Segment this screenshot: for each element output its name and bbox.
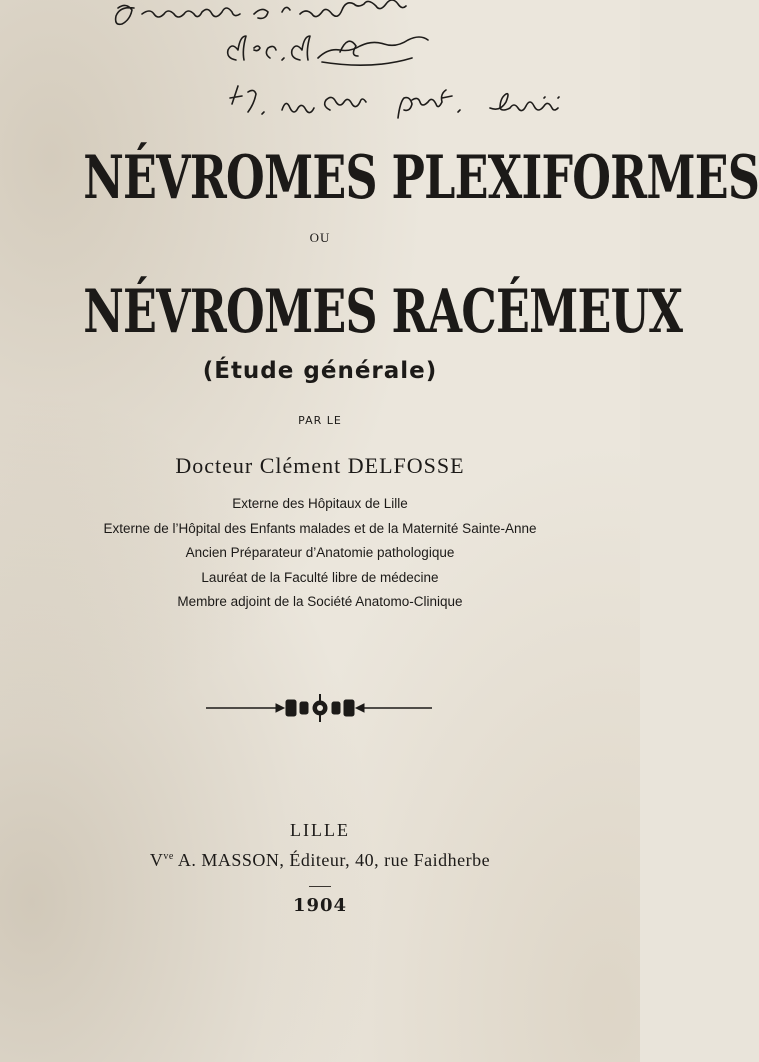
publication-year: 1904 <box>292 895 348 916</box>
title-line-1: NÉVROMES PLEXIFORMES <box>83 143 759 213</box>
title-line-2: NÉVROMES RACÉMEUX <box>83 277 683 347</box>
credential-line: Externe des Hôpitaux de Lille <box>232 496 408 511</box>
decorative-ornament-icon <box>0 690 640 726</box>
subtitle: (Étude générale) <box>202 358 438 384</box>
author-credentials <box>0 492 640 615</box>
divider <box>309 886 331 887</box>
publisher-line <box>0 850 640 871</box>
publisher-name: A. MASSON, Éditeur, 40, rue Faidherbe <box>173 850 491 870</box>
publisher-superscript: ve <box>163 851 174 862</box>
author-name: Docteur Clément DELFOSSE <box>175 453 465 478</box>
credential-line: Lauréat de la Faculté libre de médecine <box>201 569 439 585</box>
byline-prefix: PAR LE <box>298 414 342 427</box>
publication-city: LILLE <box>290 820 350 840</box>
credential-line: Ancien Préparateur d’Anatomie pathologique <box>185 545 455 560</box>
title-connector: OU <box>309 230 331 245</box>
publisher-prefix: V <box>149 850 164 870</box>
credential-line: Externe de l’Hôpital des Enfants malades et de la Maternité Sainte-Anne <box>103 520 537 536</box>
handwritten-inscription <box>0 0 640 140</box>
credential-line: Membre adjoint de la Société Anatomo-Clinique <box>177 594 463 609</box>
